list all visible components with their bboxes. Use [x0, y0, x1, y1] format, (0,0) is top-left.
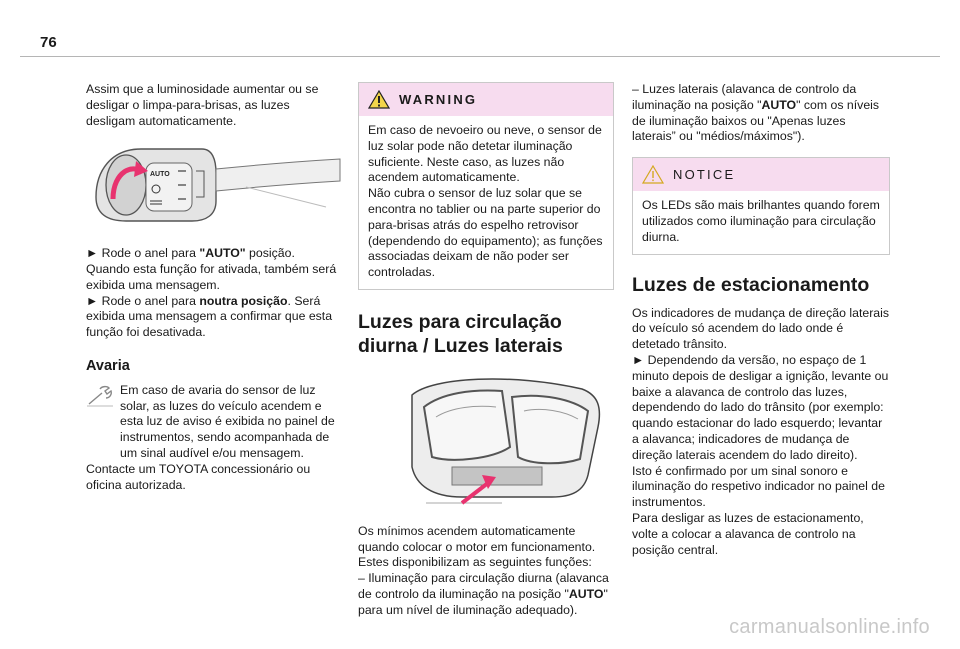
- drl-text-3: – Iluminação para circulação diurna (alavanca de controlo da iluminação na posição "AUTO" para um nível de iluminação adequado).: [358, 571, 609, 617]
- column-1: [86, 82, 342, 493]
- warning-body: [359, 116, 613, 289]
- parking-text-3: Isto é confirmado por um sinal sonoro e iluminação do respetivo indicador no painel de instrumentos.: [632, 463, 885, 510]
- section-title-drl: Luzes para circulação diurna / Luzes laterais: [358, 310, 563, 357]
- section-title-parking: Luzes de estacionamento: [632, 273, 870, 296]
- notice-box: [632, 157, 890, 254]
- drl-text-1: Os mínimos acendem automaticamente quando colocar o motor em funcionamento.: [358, 523, 596, 554]
- warning-text-1: Em caso de nevoeiro ou neve, o sensor de luz solar pode não detetar iluminação suficiente. Neste caso, as luzes não acendem automaticamente.: [368, 123, 602, 185]
- notice-label: NOTICE: [673, 166, 736, 182]
- notice-triangle-icon: [642, 165, 664, 184]
- step-other: ► Rode o anel para noutra posição. Será exibida uma mensagem a confirmar que esta função foi desativada.: [86, 293, 333, 340]
- warning-box: [358, 82, 614, 290]
- breakdown-heading: Avaria: [86, 357, 130, 374]
- step-auto: ► Rode o anel para "AUTO" posição. Quando esta função for ativada, também será exibida uma mensagem.: [86, 246, 337, 292]
- warning-label: WARNING: [399, 91, 478, 107]
- stalk-illustration: [86, 141, 342, 232]
- auto-label: AUTO: [150, 171, 170, 179]
- drl-strip: [452, 467, 542, 485]
- light-stalk-image: [86, 141, 342, 227]
- drl-illustration: [392, 367, 614, 512]
- side-lights-text: – Luzes laterais (alavanca de controlo da iluminação na posição "AUTO" com os níveis de iluminação baixos ou "Apenas luzes laterais” ou "médios/máximos").: [632, 82, 880, 144]
- page-number: 76: [40, 34, 57, 51]
- notice-text: Os LEDs são mais brilhantes quando forem utilizados como iluminação para circulação diurna.: [642, 198, 880, 244]
- column-3: [632, 82, 890, 558]
- headlamp-image: [392, 367, 602, 507]
- notice-header: [633, 158, 889, 191]
- drl-text-2: Estes disponibilizam as seguintes funções:: [358, 555, 592, 570]
- breakdown-text-first: Em caso de avaria do sensor de luz solar, as luzes do veículo acendem e esta luz de aviso é exibida no painel de instrumentos, sendo acompanhada de um sinal audível e/ou mensagem.: [120, 382, 335, 460]
- intro-paragraph: Assim que a luminosidade aumentar ou se desligar o limpa-para-brisas, as luzes desligam automaticamente.: [86, 82, 319, 128]
- warning-text-2: Não cubra o sensor de luz solar que se encontra no tablier ou na parte superior do para-brisas atrás do espelho retrovisor (dependendo do equipamento); as funções associadas deixam de não poder ser controladas.: [368, 186, 603, 280]
- parking-text-4: Para desligar as luzes de estacionamento, volte a colocar a alavanca de controlo na posição central.: [632, 510, 864, 557]
- header-rule: [20, 56, 940, 57]
- notice-body: [633, 191, 889, 253]
- column-2: [358, 82, 614, 619]
- parking-text-1: Os indicadores de mudança de direção laterais do veículo só acendem do lado onde é detetado trânsito.: [632, 305, 890, 352]
- wrench-icon: [86, 385, 114, 407]
- contact-text: Contacte um TOYOTA concessionário ou oficina autorizada.: [86, 461, 311, 492]
- warning-triangle-icon: [368, 90, 390, 109]
- warning-header: [359, 83, 613, 116]
- parking-text-2: ► Dependendo da versão, no espaço de 1 minuto depois de desligar a ignição, levante ou baixe a alavanca de controlo das luzes, dependendo do lado do trânsito (por exemplo: quando estacionar do lado esquerdo; levantar a alavanca; indicadores de mudança de direção laterais acendem do lado direito).: [632, 352, 889, 462]
- breakdown-section: [86, 383, 342, 494]
- watermark: carmanualsonline.info: [729, 616, 930, 638]
